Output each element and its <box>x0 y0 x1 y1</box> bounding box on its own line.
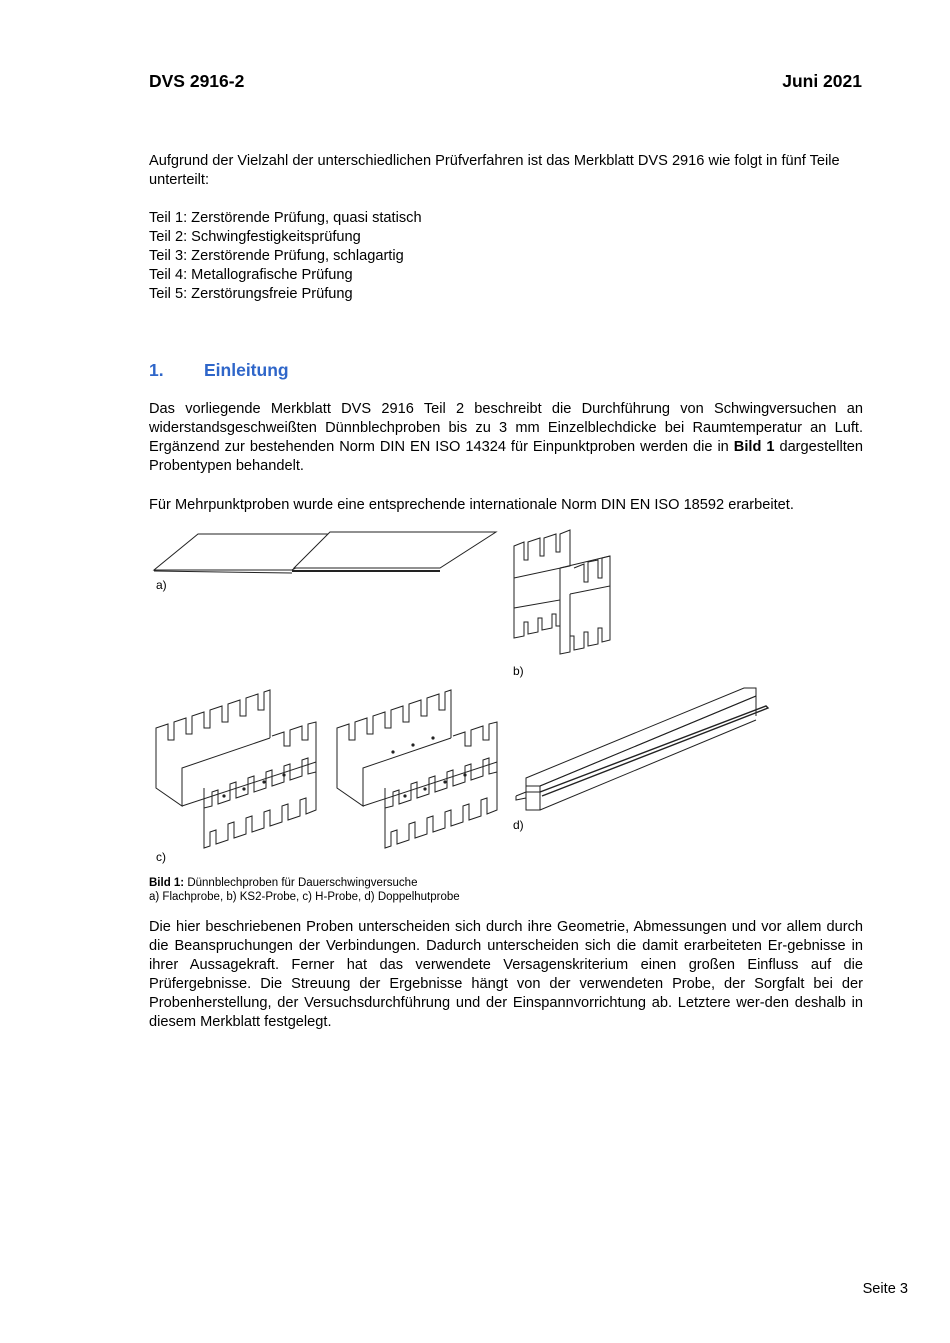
label-d: d) <box>513 818 524 832</box>
intro-paragraph-1 <box>149 400 863 476</box>
figure-caption <box>149 876 460 904</box>
label-a: a) <box>156 578 167 592</box>
figure-reference: Bild 1 <box>733 439 775 455</box>
section-title: Einleitung <box>204 360 289 380</box>
section-heading <box>149 360 289 381</box>
h-specimen-drawing-left <box>152 688 322 848</box>
intro-paragraph-2: Für Mehrpunktproben wurde eine entsprechende internationale Norm DIN EN ISO 18592 erarbeitet. <box>149 497 794 513</box>
flat-specimen-drawing <box>150 530 500 580</box>
list-item: Teil 3: Zerstörende Prüfung, schlagartig <box>149 248 404 264</box>
label-c: c) <box>156 850 166 864</box>
caption-label: Bild 1: <box>149 877 185 889</box>
h-specimen-drawing-right <box>333 688 503 848</box>
list-item: Teil 4: Metallografische Prüfung <box>149 267 353 283</box>
list-item: Teil 1: Zerstörende Prüfung, quasi statisch <box>149 210 422 226</box>
document-id: DVS 2916-2 <box>149 71 245 91</box>
list-item: Teil 5: Zerstörungsfreie Prüfung <box>149 286 353 302</box>
double-hat-specimen-drawing <box>512 686 772 816</box>
ks2-specimen-drawing <box>510 538 618 660</box>
results-paragraph: Die hier beschriebenen Proben unterscheiden sich durch ihre Geometrie, Abmessungen und vor allem durch die Beanspruchungen der Verbindungen. Dadurch unterscheiden sich die damit erarbeiteten Er-gebnisse in ihrer Aussagekraft. Ferner hat das verwendete Versagenskriterium einen großen Einfluss auf die Prüfergebnisse. Die Streuung der Ergebnisse hängt von der verwendeten Probe, der Sorgfalt bei der Probenherstellung, der Versuchsdurchführung und der Einspannvorrichtung ab. Letztere wer-den deshalb in diesem Merkblatt festgelegt. <box>149 919 863 1030</box>
caption-line-1 <box>149 876 460 890</box>
caption-title: Dünnblechproben für Dauerschwingversuche <box>184 877 418 889</box>
list-item: Teil 2: Schwingfestigkeitsprüfung <box>149 229 361 245</box>
page-number: Seite 3 <box>862 1281 908 1297</box>
label-b: b) <box>513 664 524 678</box>
para1-tail: dargestellten Probentypen behandelt. <box>149 439 864 474</box>
section-number: 1. <box>149 360 164 380</box>
para1-text: Das vorliegende Merkblatt DVS 2916 Teil 2 beschreibt die Durchführung von Schwingversuchen an widerstandsgeschweißten Dünnblechproben bis zu 3 mm Einzelblechdicke bei Raumtemperatur an Luft. Ergänzend zur bestehenden Norm DIN EN ISO 14324 für Einpunktproben werden die in <box>149 401 863 455</box>
parts-list <box>149 209 422 304</box>
caption-line-2: a) Flachprobe, b) KS2-Probe, c) H-Probe, d) Doppelhutprobe <box>149 891 460 903</box>
document-date: Juni 2021 <box>782 71 862 91</box>
intro-paragraph: Aufgrund der Vielzahl der unterschiedlichen Prüfverfahren ist das Merkblatt DVS 2916 wie folgt in fünf Teile unterteilt: <box>149 153 840 188</box>
